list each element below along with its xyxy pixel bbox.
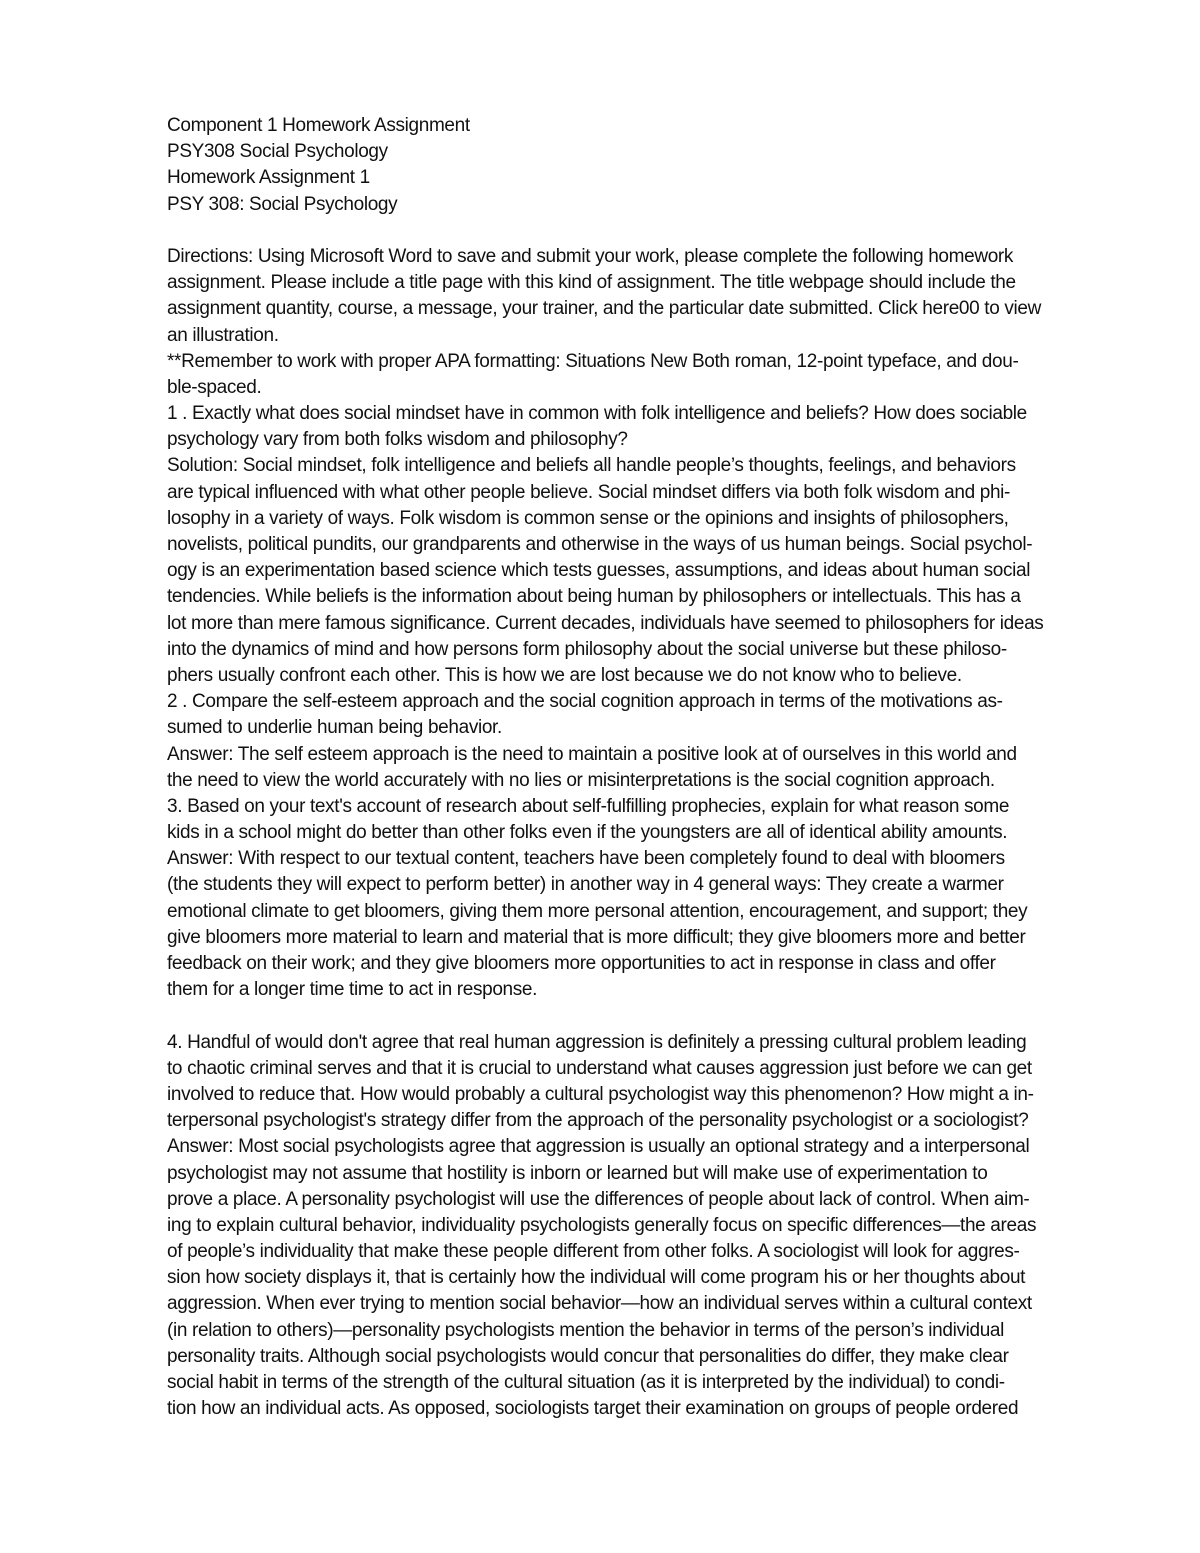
blank-line: [167, 218, 1127, 244]
text-line: assignment quantity, course, a message, your trainer, and the particular date submitted. Click here00 to view: [167, 298, 1041, 320]
header-line: PSY308 Social Psychology: [167, 141, 388, 163]
text-line: of people’s individuality that make these people different from other folks. A sociologist will look for aggres-: [167, 1241, 1020, 1263]
text-line: give bloomers more material to learn and material that is more difficult; they give bloomers more and better: [167, 926, 1026, 948]
text-line: Answer: The self esteem approach is the need to maintain a positive look at of ourselves in this world and: [167, 743, 1017, 765]
text-line: Answer: Most social psychologists agree that aggression is usually an optional strategy and a interpersonal: [167, 1136, 1030, 1158]
header-line: Component 1 Homework Assignment: [167, 115, 470, 136]
text-line: into the dynamics of mind and how persons form philosophy about the social universe but these philoso-: [167, 638, 1007, 660]
text-line: Solution: Social mindset, folk intelligence and beliefs all handle people’s thoughts, feelings, and behaviors: [167, 455, 1016, 477]
text-line: ble-spaced.: [167, 376, 262, 398]
text-line: social habit in terms of the strength of the cultural situation (as it is interpreted by the individual) to condi-: [167, 1372, 1005, 1393]
header-block: [167, 113, 1127, 218]
text-line: (the students they will expect to perform better) in another way in 4 general ways: They create a warmer: [167, 874, 1004, 896]
text-line: to chaotic criminal serves and that it is crucial to understand what causes aggression just before we can get: [167, 1057, 1032, 1079]
text-line: Answer: With respect to our textual content, teachers have been completely found to deal with bloomers: [167, 848, 1005, 870]
header-line: Homework Assignment 1: [167, 167, 370, 189]
text-line: 3. Based on your text's account of research about self-fulfilling prophecies, explain for what reason some: [167, 795, 1010, 817]
text-line: are typical influenced with what other people believe. Social mindset differs via both folk wisdom and phi-: [167, 481, 1011, 503]
text-line: 1 . Exactly what does social mindset have in common with folk intelligence and beliefs? How does sociable: [167, 403, 1027, 425]
text-line: ing to explain cultural behavior, individuality psychologists generally focus on specific differences—the areas: [167, 1214, 1037, 1236]
text-line: (in relation to others)—personality psychologists mention the behavior in terms of the person’s individual: [167, 1319, 1005, 1341]
text-line: tendencies. While beliefs is the information about being human by philosophers or intellectuals. This has a: [167, 586, 1021, 608]
text-line: 2 . Compare the self-esteem approach and the social cognition approach in terms of the motivations as-: [167, 691, 1003, 713]
text-line: novelists, political pundits, our grandparents and otherwise in the ways of us human beings. Social psychol-: [167, 534, 1033, 555]
text-line: phers usually confront each other. This is how we are lost because we do not know who to believe.: [167, 664, 962, 686]
text-line: 4. Handful of would don't agree that real human aggression is definitely a pressing cultural problem leading: [167, 1031, 1027, 1053]
text-line: losophy in a variety of ways. Folk wisdom is common sense or the opinions and insights of philosophers,: [167, 507, 1009, 529]
text-line: **Remember to work with proper APA formatting: Situations New Both roman, 12-point typeface, and dou-: [167, 350, 1019, 372]
text-line: feedback on their work; and they give bloomers more opportunities to act in response in class and offer: [167, 953, 996, 974]
text-line: sumed to underlie human being behavior.: [167, 717, 502, 739]
text-line: psychology vary from both folks wisdom and philosophy?: [167, 429, 628, 451]
document-text: [167, 113, 1127, 1422]
text-line: tion how an individual acts. As opposed, sociologists target their examination on groups of people ordered: [167, 1398, 1019, 1420]
text-line: an illustration.: [167, 324, 279, 346]
text-line: lot more than mere famous significance. Current decades, individuals have seemed to philosophers for ideas: [167, 612, 1044, 634]
text-line: terpersonal psychologist's strategy differ from the approach of the personality psychologist or a sociologist?: [167, 1110, 1029, 1132]
text-line: involved to reduce that. How would probably a cultural psychologist way this phenomenon? How might a in-: [167, 1083, 1034, 1105]
text-line: aggression. When ever trying to mention social behavior—how an individual serves within a cultural context: [167, 1293, 1032, 1315]
text-line: the need to view the world accurately with no lies or misinterpretations is the social cognition approach.: [167, 769, 995, 791]
text-line: ogy is an experimentation based science which tests guesses, assumptions, and ideas about human social: [167, 560, 1031, 582]
body-block-2: [167, 1030, 1127, 1423]
text-line: prove a place. A personality psychologist will use the differences of people about lack of control. When aim-: [167, 1188, 1030, 1210]
text-line: them for a longer time time to act in response.: [167, 979, 538, 1001]
body-block: [167, 244, 1127, 1003]
text-line: kids in a school might do better than other folks even if the youngsters are all of identical ability amounts.: [167, 822, 1008, 844]
text-line: assignment. Please include a title page with this kind of assignment. The title webpage should include the: [167, 272, 1016, 294]
text-line: psychologist may not assume that hostility is inborn or learned but will make use of experimentation to: [167, 1162, 988, 1184]
text-line: sion how society displays it, that is certainly how the individual will come program his or her thoughts about: [167, 1267, 1026, 1289]
text-line: emotional climate to get bloomers, giving them more personal attention, encouragement, and support; they: [167, 900, 1028, 922]
blank-line: [167, 1003, 1127, 1029]
header-line: PSY 308: Social Psychology: [167, 193, 398, 215]
text-line: Directions: Using Microsoft Word to save and submit your work, please complete the following homework: [167, 245, 1014, 267]
text-line: personality traits. Although social psychologists would concur that personalities do differ, they make clear: [167, 1345, 1009, 1367]
